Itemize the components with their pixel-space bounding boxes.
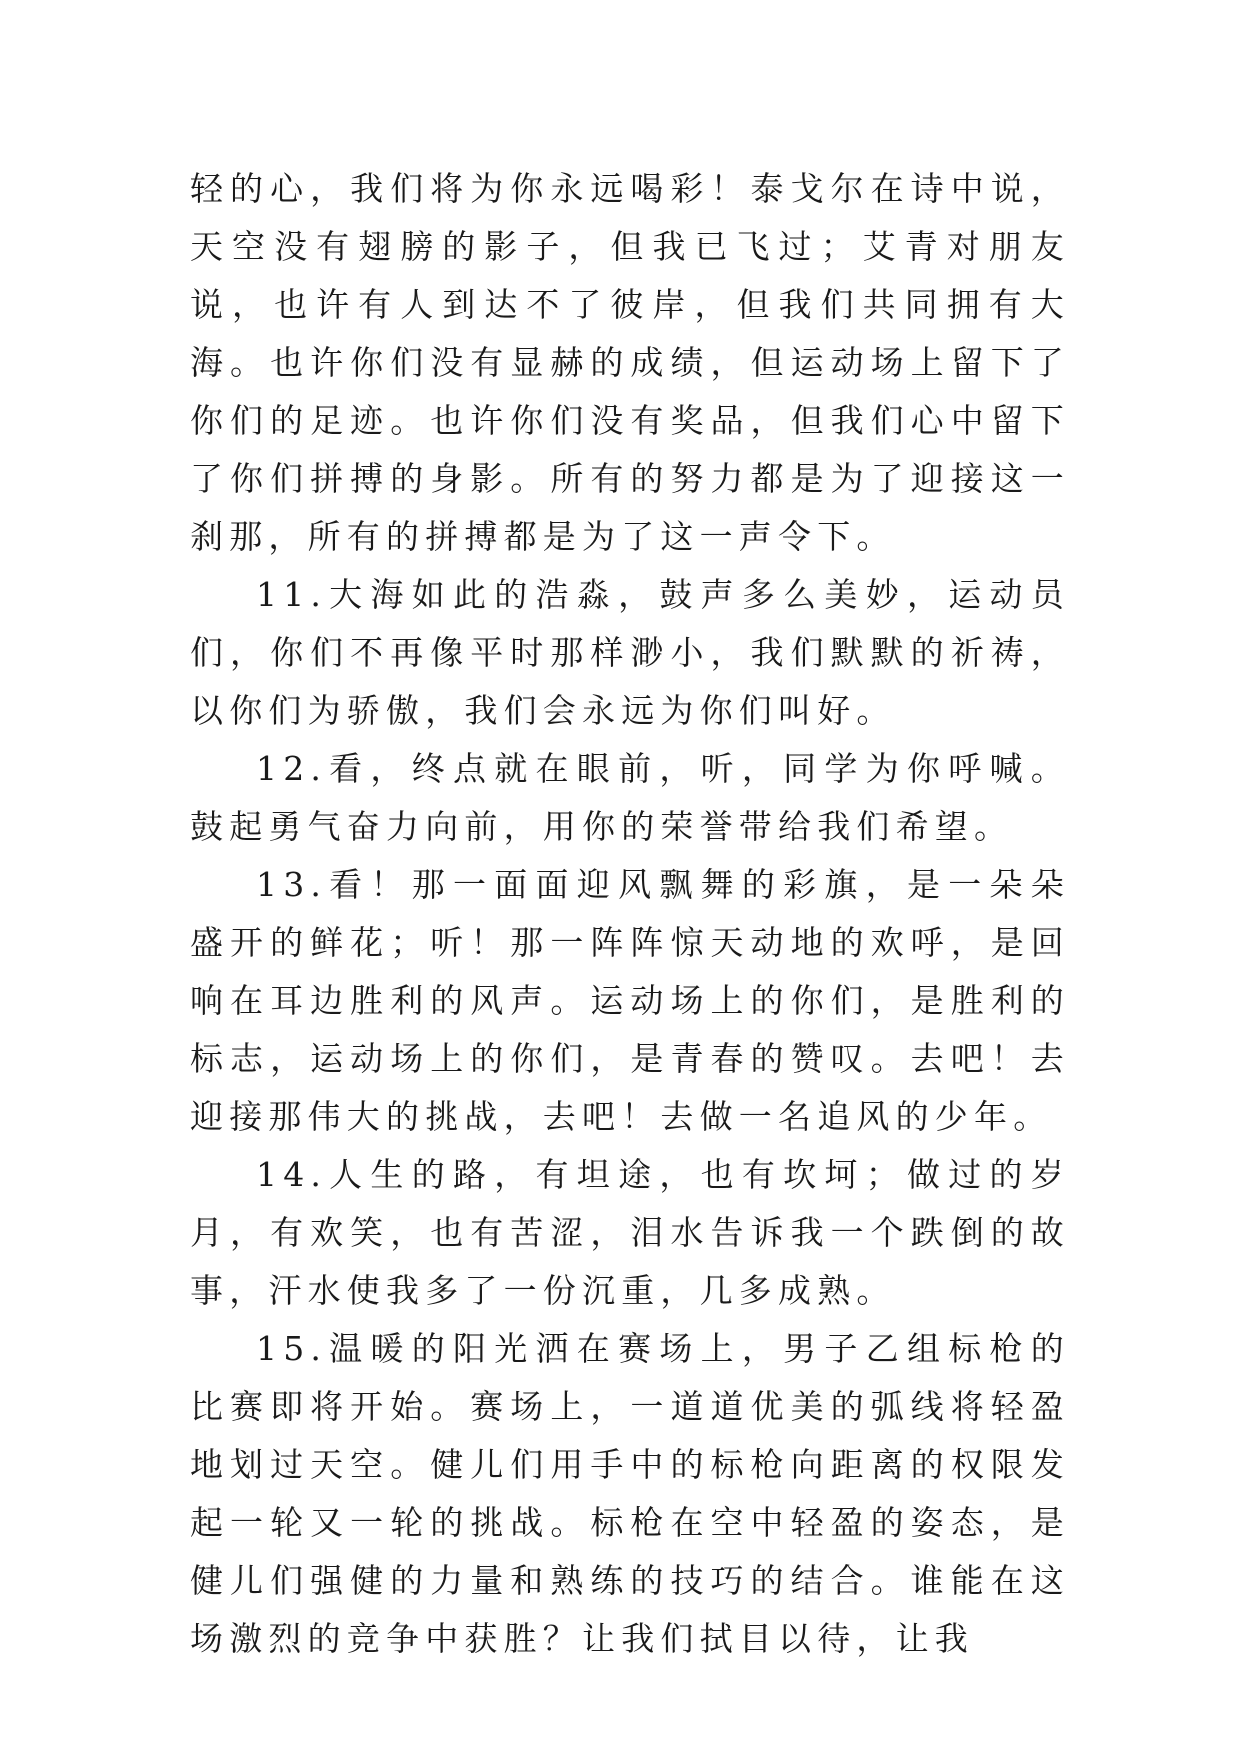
paragraph-continued: 轻的心，我们将为你永远喝彩！泰戈尔在诗中说，天空没有翅膀的影子，但我已飞过；艾青对朋友说，也许有人到达不了彼岸，但我们共同拥有大海。也许你们没有显赫的成绩，但运动场上留下了你们的足迹。也许你们没有奖品，但我们心中留下了你们拼搏的身影。所有的努力都是为了迎接这一刹那，所有的拼搏都是为了这一声令下。 (190, 169, 1070, 556)
paragraph-12: 12.看，终点就在眼前，听，同学为你呼喊。鼓起勇气奋力向前，用你的荣誉带给我们希望。 (190, 749, 1070, 846)
paragraph-13: 13.看！那一面面迎风飘舞的彩旗，是一朵朵盛开的鲜花；听！那一阵阵惊天动地的欢呼，是回响在耳边胜利的风声。运动场上的你们，是胜利的标志，运动场上的你们，是青春的赞叹。去吧！去迎接那伟大的挑战，去吧！去做一名追风的少年。 (190, 865, 1070, 1136)
paragraph-11: 11.大海如此的浩淼，鼓声多么美妙，运动员们，你们不再像平时那样渺小，我们默默的祈祷，以你们为骄傲，我们会永远为你们叫好。 (190, 575, 1070, 730)
paragraph-15: 15.温暖的阳光洒在赛场上，男子乙组标枪的比赛即将开始。赛场上，一道道优美的弧线将轻盈地划过天空。健儿们用手中的标枪向距离的权限发起一轮又一轮的挑战。标枪在空中轻盈的姿态，是健儿们强健的力量和熟练的技巧的结合。谁能在这场激烈的竞争中获胜？让我们拭目以待，让我 (190, 1329, 1070, 1658)
paragraph-14: 14.人生的路，有坦途，也有坎坷；做过的岁月，有欢笑，也有苦涩，泪水告诉我一个跌倒的故事，汗水使我多了一份沉重，几多成熟。 (190, 1155, 1070, 1310)
document-body (190, 160, 1070, 1668)
